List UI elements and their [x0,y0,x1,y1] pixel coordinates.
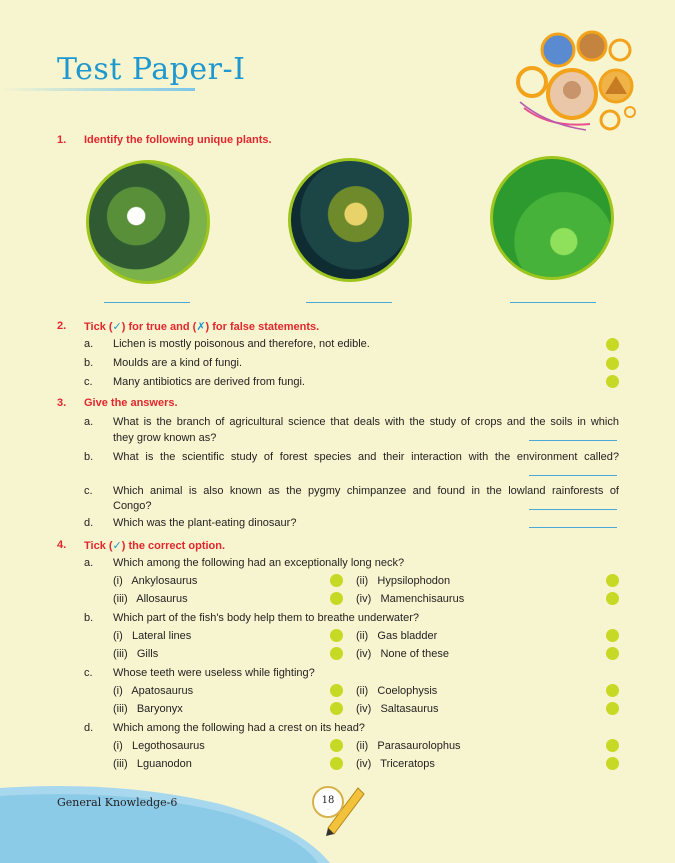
question-text: What is the scientific study of forest species and their interaction with the environment called? [113,451,619,463]
option-iv: (iv) Mamenchisaurus [356,593,465,605]
kelp-icon [288,158,412,282]
page-title: Test Paper-I [57,52,246,87]
tiger-icon [578,32,606,60]
option-iv: (iv) None of these [356,648,449,660]
option-ii: (ii) Parasaurolophus [356,740,461,752]
option-iii: (iii) Gills [113,648,159,660]
pencil-icon [300,782,370,842]
item-letter: b. [84,357,94,369]
question-number: 3. [57,397,67,409]
question-text: Which among the following had an exceptionally long neck? [113,557,405,569]
question-text: they grow known as? [113,432,217,444]
decorative-collage [510,28,640,138]
page-number: 18 [321,795,335,806]
option-i: (i) Legothosaurus [113,740,205,752]
statement-text: Moulds are a kind of fungi. [113,357,243,369]
duckweed-icon [490,156,614,280]
option-ii: (ii) Coelophysis [356,685,438,697]
title-underline [0,88,195,91]
question-prompt: Tick (✓) for true and (✗) for false statements. [84,321,320,333]
option-circle[interactable] [606,629,619,642]
tick-icon: ✓ [112,321,122,333]
tick-icon: ✓ [112,540,122,552]
option-i: (i) Apatosaurus [113,685,194,697]
face-icon [563,81,581,99]
question-prompt: Tick (✓) the correct option. [84,540,226,552]
answer-blank[interactable] [306,302,392,303]
ring-icon [625,107,635,117]
answer-blank[interactable] [529,440,617,441]
globe-icon [542,34,574,66]
option-i: (i) Lateral lines [113,630,192,642]
option-circle[interactable] [330,684,343,697]
option-ii: (ii) Hypsilophodon [356,575,451,587]
question-number: 2. [57,320,67,332]
option-circle[interactable] [330,739,343,752]
option-i: (i) Ankylosaurus [113,575,198,587]
option-circle[interactable] [330,574,343,587]
answer-blank[interactable] [529,509,617,510]
option-circle[interactable] [330,629,343,642]
answer-circle[interactable] [606,375,619,388]
item-letter: c. [84,485,93,497]
option-iii: (iii) Baryonyx [113,703,183,715]
item-letter: b. [84,451,94,463]
option-circle[interactable] [330,702,343,715]
item-letter: b. [84,612,94,624]
item-letter: c. [84,667,93,679]
footer-book-title: General Knowledge-6 [57,796,178,809]
statement-text: Lichen is mostly poisonous and therefore, not edible. [113,338,370,350]
question-text: Which was the plant-eating dinosaur? [113,517,297,529]
ring-icon [610,40,630,60]
item-letter: a. [84,557,94,569]
option-ii: (ii) Gas bladder [356,630,438,642]
water-lily-icon [86,160,210,284]
option-circle[interactable] [606,592,619,605]
option-circle[interactable] [606,574,619,587]
question-prompt: Identify the following unique plants. [84,134,272,146]
item-letter: d. [84,517,94,529]
option-circle[interactable] [330,592,343,605]
question-text: What is the branch of agricultural science that deals with the study of crops and the soils in which [113,416,619,428]
option-circle[interactable] [606,702,619,715]
answer-circle[interactable] [606,338,619,351]
item-letter: d. [84,722,94,734]
option-iii: (iii) Lguanodon [113,758,192,770]
option-iv: (iv) Triceratops [356,758,435,770]
option-circle[interactable] [606,757,619,770]
question-text: Which animal is also known as the pygmy chimpanzee and found in the lowland rainforests of [113,485,619,497]
option-iii: (iii) Allosaurus [113,593,188,605]
answer-blank[interactable] [529,475,617,476]
question-text: Which part of the fish's body help them to breathe underwater? [113,612,419,624]
question-number: 4. [57,539,67,551]
question-number: 1. [57,134,67,146]
answer-blank[interactable] [529,527,617,528]
statement-text: Many antibiotics are derived from fungi. [113,376,305,388]
cross-icon: ✗ [196,321,206,333]
question-prompt: Give the answers. [84,397,178,409]
ring-icon [518,68,546,96]
item-letter: a. [84,338,94,350]
answer-blank[interactable] [510,302,596,303]
option-circle[interactable] [606,647,619,660]
option-circle[interactable] [330,757,343,770]
question-text: Which among the following had a crest on its head? [113,722,365,734]
option-circle[interactable] [330,647,343,660]
option-circle[interactable] [606,684,619,697]
option-circle[interactable] [606,739,619,752]
item-letter: c. [84,376,93,388]
ring-icon [601,111,619,129]
answer-circle[interactable] [606,357,619,370]
question-text: Congo? [113,500,152,512]
answer-blank[interactable] [104,302,190,303]
item-letter: a. [84,416,94,428]
option-iv: (iv) Saltasaurus [356,703,439,715]
question-text: Whose teeth were useless while fighting? [113,667,315,679]
